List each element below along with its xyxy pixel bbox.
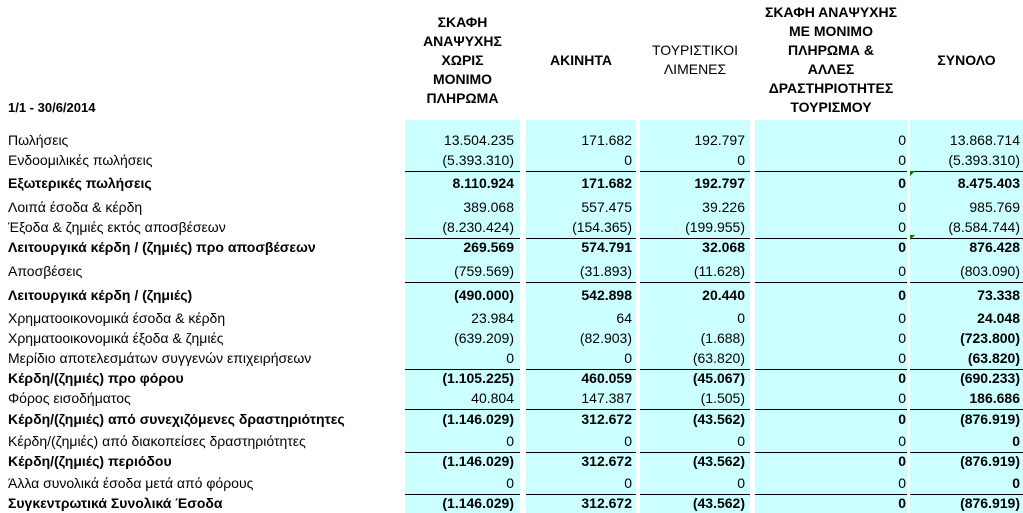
cell-col-5: 985.769 bbox=[969, 199, 1020, 215]
cell-col-2: 557.475 bbox=[581, 199, 632, 215]
cell-col-5: (876.919) bbox=[960, 411, 1020, 427]
cell-col-4: 0 bbox=[898, 132, 906, 148]
cell-col-2: 312.672 bbox=[581, 495, 632, 511]
cell-col-3: 32.068 bbox=[702, 239, 745, 255]
cell-col-5: (876.919) bbox=[960, 495, 1020, 511]
cell-col-4: 0 bbox=[898, 411, 906, 427]
table-row bbox=[0, 388, 1023, 408]
subtotal-rule bbox=[640, 369, 750, 370]
subtotal-rule bbox=[755, 238, 907, 239]
header-col-3: ΤΟΥΡΙΣΤΙΚΟΙ ΛΙΜΕΝΕΣ bbox=[651, 42, 739, 77]
header-col-4: ΣΚΑΦΗ ΑΝΑΨΥΧΗΣ ΜΕ ΜΟΝΙΜΟ ΠΛΗΡΩΜΑ & ΑΛΛΕΣ ΔΡΑΣΤΗΡΙΟΤΗΤΕΣ ΤΟΥΡΙΣΜΟΥ bbox=[764, 4, 898, 115]
subtotal-rule bbox=[910, 494, 1023, 495]
cell-col-3: (43.562) bbox=[692, 453, 745, 469]
cell-col-3: (1.505) bbox=[700, 390, 745, 406]
subtotal-rule bbox=[526, 238, 636, 239]
cell-col-1: (490.000) bbox=[454, 287, 514, 303]
cell-col-1: (1.146.029) bbox=[442, 495, 514, 511]
cell-col-4: 0 bbox=[898, 370, 906, 386]
cell-col-1: (1.105.225) bbox=[442, 370, 514, 386]
cell-col-3: (11.628) bbox=[693, 263, 745, 279]
subtotal-rule bbox=[910, 409, 1023, 410]
cell-col-1: 269.569 bbox=[463, 239, 514, 255]
row-label: Κέρδη/(ζημιές) προ φόρου bbox=[8, 370, 184, 386]
cell-col-2: 0 bbox=[624, 433, 632, 449]
cell-col-4: 0 bbox=[898, 287, 906, 303]
subtotal-rule bbox=[526, 369, 636, 370]
subtotal-rule bbox=[755, 369, 907, 370]
cell-col-4: 0 bbox=[898, 239, 906, 255]
subtotal-rule bbox=[405, 452, 520, 453]
cell-col-4: 0 bbox=[898, 453, 906, 469]
table-row bbox=[0, 451, 1023, 471]
table-row bbox=[0, 473, 1023, 493]
row-label: Πωλήσεις bbox=[8, 132, 69, 148]
subtotal-rule bbox=[755, 494, 907, 495]
cell-col-4: 0 bbox=[898, 330, 906, 346]
cell-col-1: 0 bbox=[506, 475, 514, 491]
table-row bbox=[0, 150, 1023, 170]
subtotal-rule bbox=[910, 171, 1023, 172]
cell-col-5: (5.393.310) bbox=[948, 152, 1020, 168]
cell-col-1: 40.804 bbox=[471, 390, 514, 406]
row-label: Λειτουργικά κέρδη / (ζημιές) προ αποσβέσεων bbox=[8, 239, 316, 255]
cell-col-2: 0 bbox=[624, 152, 632, 168]
cell-col-2: 0 bbox=[624, 475, 632, 491]
cell-col-2: 312.672 bbox=[581, 453, 632, 469]
cell-col-2: 171.682 bbox=[581, 175, 632, 191]
row-label: Συγκεντρωτικά Συνολικά Έσοδα bbox=[8, 495, 223, 511]
cell-col-5: 24.048 bbox=[977, 310, 1020, 326]
subtotal-rule bbox=[405, 282, 520, 283]
cell-col-2: 312.672 bbox=[581, 411, 632, 427]
cell-col-4: 0 bbox=[898, 219, 906, 235]
cell-col-1: (8.230.424) bbox=[442, 219, 514, 235]
cell-col-3: (199.955) bbox=[685, 219, 745, 235]
cell-col-5: 8.475.403 bbox=[957, 175, 1020, 191]
cell-col-1: 0 bbox=[506, 350, 514, 366]
cell-col-5: 876.428 bbox=[969, 239, 1020, 255]
cell-col-1: (5.393.310) bbox=[442, 152, 514, 168]
table-row bbox=[0, 217, 1023, 237]
subtotal-rule bbox=[640, 238, 750, 239]
cell-col-1: 0 bbox=[506, 433, 514, 449]
cell-col-5: (63.820) bbox=[967, 350, 1020, 366]
row-label: Χρηματοοικονομικά έσοδα & κέρδη bbox=[8, 310, 226, 326]
cell-col-3: 0 bbox=[737, 433, 745, 449]
subtotal-rule bbox=[640, 452, 750, 453]
header-col-2: ΑΚΙΝΗΤΑ bbox=[550, 51, 612, 68]
cell-col-4: 0 bbox=[898, 350, 906, 366]
table-row bbox=[0, 348, 1023, 368]
row-label: Έξοδα & ζημιές εκτός αποσβέσεων bbox=[8, 219, 226, 235]
cell-col-1: 13.504.235 bbox=[443, 132, 514, 148]
table-row bbox=[0, 409, 1023, 429]
cell-col-1: (759.569) bbox=[454, 263, 514, 279]
subtotal-rule bbox=[755, 282, 907, 283]
cell-col-2: 0 bbox=[624, 350, 632, 366]
subtotal-rule bbox=[405, 369, 520, 370]
cell-col-5: (690.233) bbox=[960, 370, 1020, 386]
subtotal-rule bbox=[526, 282, 636, 283]
subtotal-rule bbox=[640, 171, 750, 172]
period-label: 1/1 - 30/6/2014 bbox=[8, 100, 96, 115]
cell-col-1: 389.068 bbox=[463, 199, 514, 215]
cell-marker-icon bbox=[910, 171, 915, 176]
cell-col-2: 542.898 bbox=[581, 287, 632, 303]
row-label: Λειτουργικά κέρδη / (ζημιές) bbox=[8, 287, 193, 303]
table-row bbox=[0, 368, 1023, 388]
row-label: Κέρδη/(ζημιές) από συνεχιζόμενες δραστηριότητες bbox=[8, 411, 345, 427]
subtotal-rule bbox=[640, 494, 750, 495]
cell-col-5: 0 bbox=[1012, 433, 1020, 449]
row-label: Κέρδη/(ζημιές) από διακοπείσες δραστηριότητες bbox=[8, 433, 306, 449]
cell-col-5: 186.686 bbox=[969, 390, 1020, 406]
cell-col-1: (1.146.029) bbox=[442, 453, 514, 469]
cell-col-3: (43.562) bbox=[692, 411, 745, 427]
cell-col-3: 0 bbox=[737, 152, 745, 168]
subtotal-rule bbox=[755, 171, 907, 172]
cell-col-2: (82.903) bbox=[579, 330, 632, 346]
cell-col-4: 0 bbox=[898, 175, 906, 191]
subtotal-rule bbox=[405, 171, 520, 172]
subtotal-rule bbox=[526, 452, 636, 453]
row-label: Φόρος εισοδήματος bbox=[8, 390, 131, 406]
cell-col-2: 64 bbox=[616, 310, 632, 326]
cell-col-2: 460.059 bbox=[581, 370, 632, 386]
subtotal-rule bbox=[755, 452, 907, 453]
cell-col-3: 39.226 bbox=[702, 199, 745, 215]
subtotal-rule bbox=[405, 238, 520, 239]
cell-col-5: 73.338 bbox=[977, 287, 1020, 303]
subtotal-rule bbox=[910, 452, 1023, 453]
cell-col-2: 171.682 bbox=[581, 132, 632, 148]
cell-col-3: 0 bbox=[737, 310, 745, 326]
table-row bbox=[0, 328, 1023, 348]
table-row bbox=[0, 173, 1023, 193]
cell-col-5: (723.800) bbox=[960, 330, 1020, 346]
cell-col-3: (43.562) bbox=[692, 495, 745, 511]
table-row bbox=[0, 285, 1023, 305]
cell-col-1: 23.984 bbox=[471, 310, 514, 326]
cell-col-3: 0 bbox=[737, 475, 745, 491]
subtotal-rule bbox=[640, 282, 750, 283]
subtotal-rule bbox=[526, 171, 636, 172]
subtotal-rule bbox=[405, 494, 520, 495]
row-label: Κέρδη/(ζημιές) περιόδου bbox=[8, 453, 172, 469]
cell-col-3: (1.688) bbox=[700, 330, 745, 346]
cell-col-4: 0 bbox=[898, 390, 906, 406]
row-label: Ενδοομιλικές πωλήσεις bbox=[8, 152, 153, 168]
subtotal-rule bbox=[910, 369, 1023, 370]
cell-col-5: (876.919) bbox=[960, 453, 1020, 469]
cell-col-1: (639.209) bbox=[454, 330, 514, 346]
cell-col-2: (154.365) bbox=[572, 219, 632, 235]
header-col-5: ΣΥΝΟΛΟ bbox=[937, 51, 996, 68]
table-row bbox=[0, 431, 1023, 451]
cell-col-1: (1.146.029) bbox=[442, 411, 514, 427]
row-label: Λοιπά έσοδα & κέρδη bbox=[8, 199, 143, 215]
cell-col-5: (803.090) bbox=[960, 263, 1020, 279]
cell-col-2: 574.791 bbox=[581, 239, 632, 255]
table-row bbox=[0, 237, 1023, 257]
cell-col-3: 192.797 bbox=[694, 132, 745, 148]
cell-col-3: (45.067) bbox=[692, 370, 745, 386]
cell-col-5: 13.868.714 bbox=[949, 132, 1020, 148]
subtotal-rule bbox=[640, 409, 750, 410]
cell-col-4: 0 bbox=[898, 475, 906, 491]
cell-col-2: (31.893) bbox=[579, 263, 632, 279]
row-label: Χρηματοοικονομικά έξοδα & ζημιές bbox=[8, 330, 224, 346]
subtotal-rule bbox=[910, 282, 1023, 283]
cell-col-3: 192.797 bbox=[694, 175, 745, 191]
cell-col-2: 147.387 bbox=[581, 390, 632, 406]
cell-col-5: (8.584.744) bbox=[948, 219, 1020, 235]
row-label: Άλλα συνολικά έσοδα μετά από φόρους bbox=[8, 475, 254, 491]
subtotal-rule bbox=[910, 238, 1023, 239]
cell-col-4: 0 bbox=[898, 495, 906, 511]
subtotal-rule bbox=[755, 409, 907, 410]
row-label: Εξωτερικές πωλήσεις bbox=[8, 175, 152, 191]
cell-col-4: 0 bbox=[898, 263, 906, 279]
cell-col-3: (63.820) bbox=[692, 350, 745, 366]
table-row bbox=[0, 493, 1023, 513]
cell-col-4: 0 bbox=[898, 310, 906, 326]
table-row bbox=[0, 308, 1023, 328]
header-col-1: ΣΚΑΦΗ ΑΝΑΨΥΧΗΣ ΧΩΡΙΣ ΜΟΝΙΜΟ ΠΛΗΡΩΜΑ bbox=[423, 13, 502, 106]
row-label: Αποσβέσεις bbox=[8, 263, 83, 279]
cell-col-1: 8.110.924 bbox=[452, 175, 514, 191]
subtotal-rule bbox=[526, 409, 636, 410]
table-row bbox=[0, 261, 1023, 281]
table-row bbox=[0, 130, 1023, 150]
row-label: Μερίδιο αποτελεσμάτων συγγενών επιχειρήσεων bbox=[8, 350, 312, 366]
cell-col-4: 0 bbox=[898, 433, 906, 449]
cell-col-4: 0 bbox=[898, 199, 906, 215]
subtotal-rule bbox=[405, 409, 520, 410]
cell-col-5: 0 bbox=[1012, 475, 1020, 491]
cell-col-3: 20.440 bbox=[702, 287, 745, 303]
cell-marker-icon bbox=[910, 235, 915, 240]
subtotal-rule bbox=[526, 494, 636, 495]
table-row bbox=[0, 197, 1023, 217]
cell-col-4: 0 bbox=[898, 152, 906, 168]
